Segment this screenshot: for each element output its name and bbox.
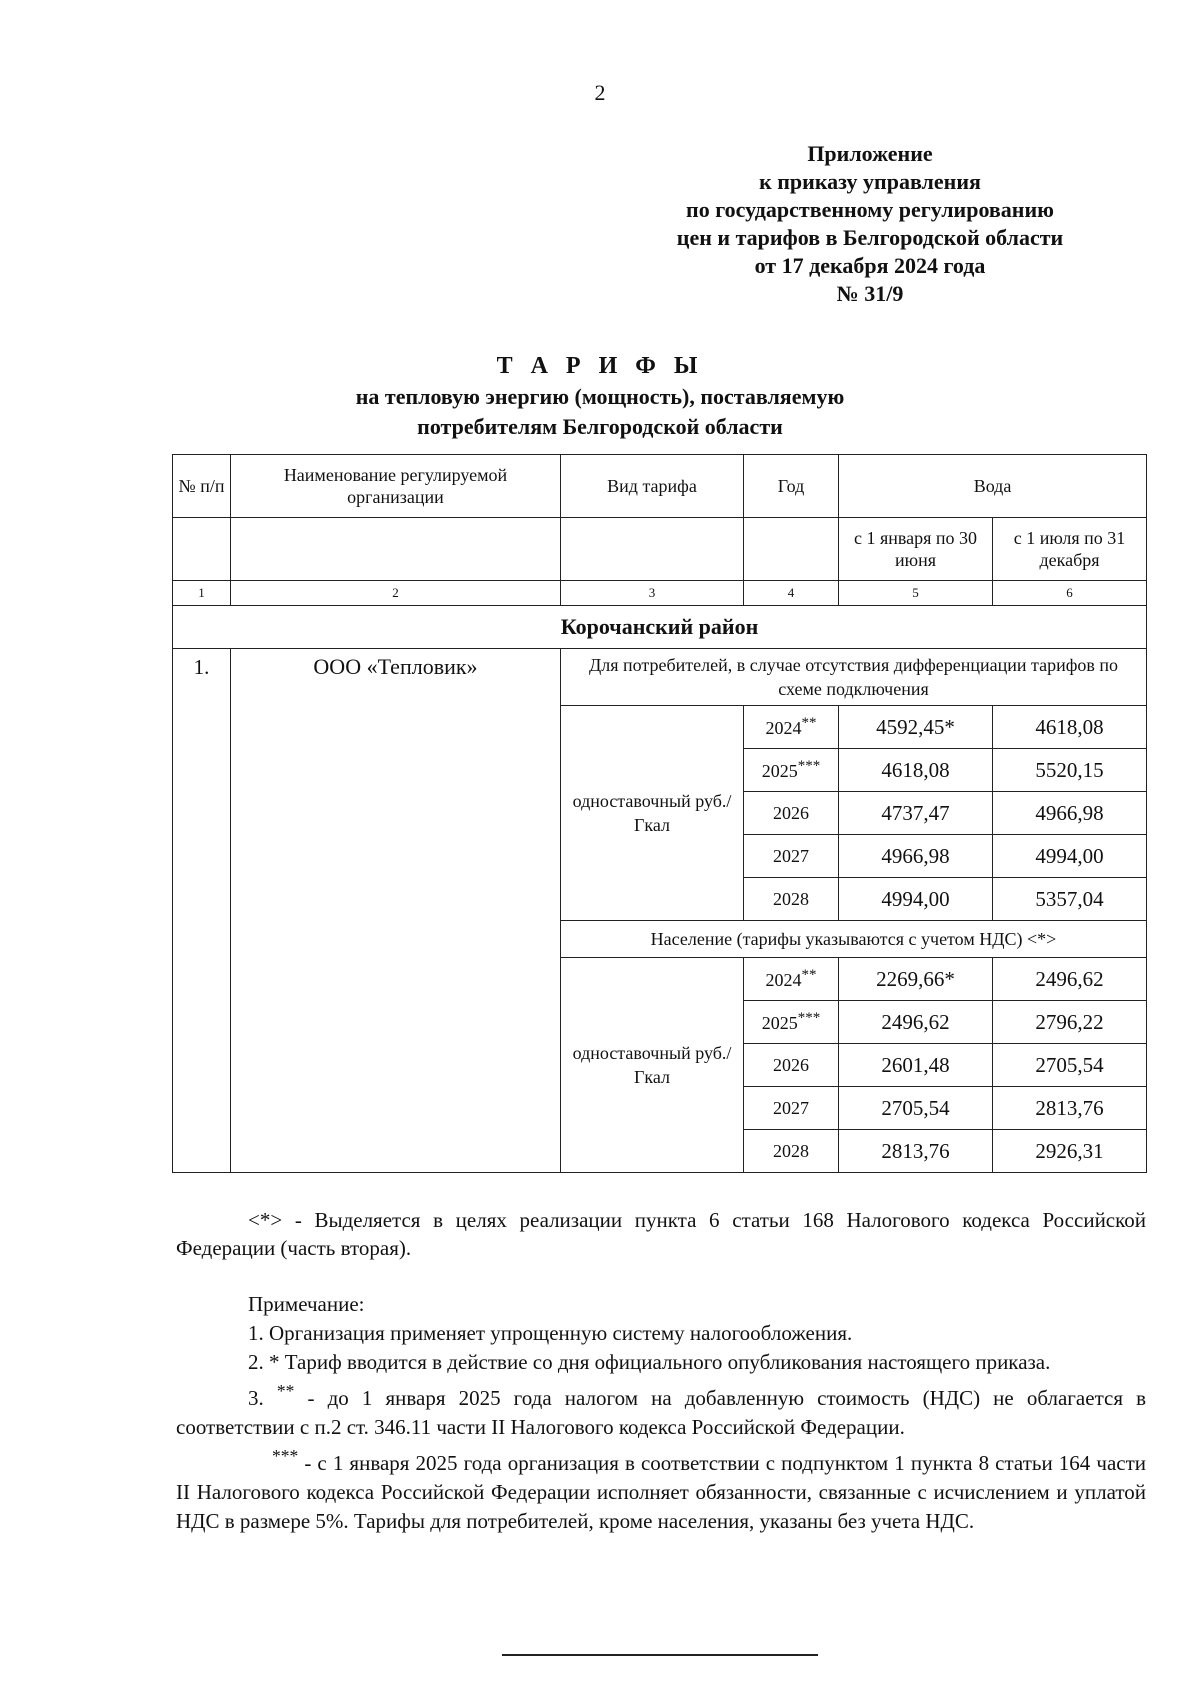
- column-index: 2: [231, 581, 561, 606]
- group-note: Для потребителей, в случае отсутствия дифференциации тарифов по схеме подключения: [561, 649, 1147, 706]
- column-index: 1: [173, 581, 231, 606]
- tariff-value: 2813,76: [993, 1087, 1147, 1130]
- header-water: Вода: [839, 455, 1147, 518]
- header-year: Год: [744, 455, 839, 518]
- notes-section: [176, 1290, 1146, 1536]
- year-value: 2025: [761, 761, 798, 781]
- year-value: 2025: [761, 1013, 798, 1033]
- year-value: 2026: [773, 802, 809, 823]
- appendix-line: № 31/9: [836, 281, 904, 306]
- group-note: Население (тарифы указываются с учетом НДС) <*>: [561, 921, 1147, 958]
- page-number: 2: [594, 80, 606, 105]
- year-value: 2024: [765, 718, 802, 738]
- appendix-line: Приложение: [807, 141, 933, 166]
- column-index: 3: [561, 581, 744, 606]
- tariff-type-label: одноставочный руб./Гкал: [561, 706, 744, 921]
- tariff-table: [172, 454, 1147, 1173]
- note-text: - до 1 января 2025 года налогом на добавленную стоимость (НДС) не облагается в соответствии с п.2 ст. 346.11 части II Налогового кодекса Российской Федерации.: [176, 1386, 1146, 1439]
- tariff-value: 2705,54: [839, 1087, 993, 1130]
- note-item: [176, 1442, 1146, 1536]
- year-footnote-mark: ***: [797, 1010, 821, 1026]
- note-footnote-mark: ***: [272, 1446, 299, 1466]
- title-sub: потребителям Белгородской области: [417, 414, 783, 439]
- tariff-value: 2496,62: [993, 958, 1147, 1001]
- year-footnote-mark: **: [801, 967, 817, 983]
- tariff-value: 4592,45*: [839, 706, 993, 749]
- year-value: 2028: [773, 888, 809, 909]
- header-org: Наименование регулируемой организации: [231, 455, 561, 518]
- tariff-value: 5357,04: [993, 878, 1147, 921]
- header-period-2: с 1 июля по 31 декабря: [993, 518, 1147, 581]
- row-number: 1.: [173, 649, 231, 1173]
- note-item: 2. * Тариф вводится в действие со дня официального опубликования настоящего приказа.: [248, 1350, 1051, 1374]
- note-item: [176, 1377, 1146, 1442]
- tariff-value: 4737,47: [839, 792, 993, 835]
- appendix-line: цен и тарифов в Белгородской области: [676, 225, 1064, 250]
- tariff-value: 2796,22: [993, 1001, 1147, 1044]
- appendix-header: [620, 140, 1120, 308]
- tariff-value: 2601,48: [839, 1044, 993, 1087]
- year-footnote-mark: **: [801, 715, 817, 731]
- appendix-line: по государственному регулированию: [686, 197, 1054, 222]
- region-name: Корочанский район: [173, 606, 1147, 649]
- header-period-1: с 1 января по 30 июня: [839, 518, 993, 581]
- document-title: [0, 350, 1200, 442]
- year-footnote-mark: ***: [797, 758, 821, 774]
- note-item: 1. Организация применяет упрощенную систему налогообложения.: [248, 1321, 853, 1345]
- tariff-value: 4994,00: [839, 878, 993, 921]
- header-num: № п/п: [173, 455, 231, 518]
- notes-heading: Примечание:: [248, 1292, 365, 1316]
- tariff-value: 4994,00: [993, 835, 1147, 878]
- year-value: 2028: [773, 1140, 809, 1161]
- footnote-vat: <*> - Выделяется в целях реализации пункта 6 статьи 168 Налогового кодекса Российской Федерации (часть вторая).: [176, 1208, 1146, 1260]
- tariff-value: 4618,08: [839, 749, 993, 792]
- tariff-value: 2926,31: [993, 1130, 1147, 1173]
- column-index: 5: [839, 581, 993, 606]
- appendix-line: к приказу управления: [759, 169, 981, 194]
- note-number: 3.: [248, 1386, 264, 1410]
- column-index: 6: [993, 581, 1147, 606]
- tariff-value: 2705,54: [993, 1044, 1147, 1087]
- tariff-value: 2269,66*: [839, 958, 993, 1001]
- tariff-value: 5520,15: [993, 749, 1147, 792]
- note-footnote-mark: **: [276, 1381, 295, 1401]
- year-value: 2024: [765, 970, 802, 990]
- title-sub: на тепловую энергию (мощность), поставляемую: [355, 384, 845, 409]
- tariff-type-label: одноставочный руб./Гкал: [561, 958, 744, 1173]
- year-value: 2027: [773, 1097, 809, 1118]
- tariff-value: 4966,98: [993, 792, 1147, 835]
- title-main: Т А Р И Ф Ы: [496, 353, 704, 379]
- tariff-value: 4618,08: [993, 706, 1147, 749]
- tariff-value: 4966,98: [839, 835, 993, 878]
- year-value: 2027: [773, 845, 809, 866]
- year-value: 2026: [773, 1054, 809, 1075]
- bottom-divider: [502, 1654, 818, 1656]
- tariff-value: 2813,76: [839, 1130, 993, 1173]
- header-tariff-type: Вид тарифа: [561, 455, 744, 518]
- tariff-value: 2496,62: [839, 1001, 993, 1044]
- note-text: - с 1 января 2025 года организация в соответствии с подпунктом 1 пункта 8 статьи 164 части II Налогового кодекса Российской Федерации исполняет обязанности, связанные с исчислением и уплатой НДС в размере 5%. Тарифы для потребителей, кроме населения, указаны без учета НДС.: [176, 1451, 1147, 1533]
- appendix-line: от 17 декабря 2024 года: [754, 253, 986, 278]
- column-index: 4: [744, 581, 839, 606]
- organization-name: ООО «Тепловик»: [231, 649, 561, 1173]
